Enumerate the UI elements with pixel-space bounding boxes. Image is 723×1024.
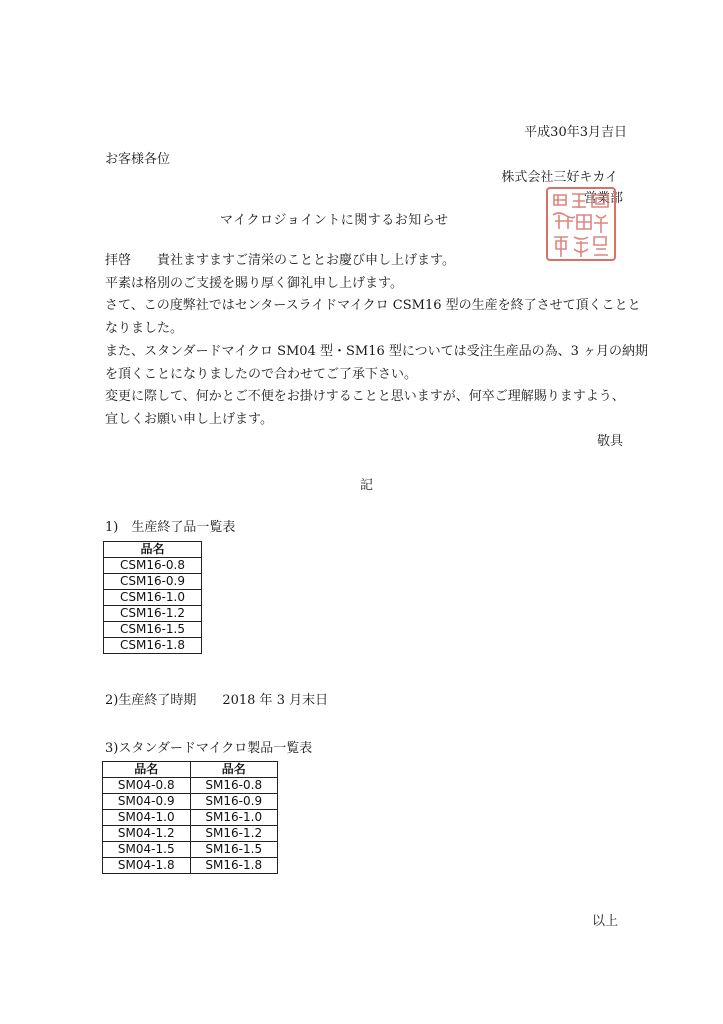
table-cell: CSM16-1.5	[104, 622, 202, 638]
table-row	[104, 606, 202, 622]
body-line: 拝啓 貴社ますますご清栄のこととお慶び申し上げます。	[105, 253, 455, 268]
section2-value: 2018 年 3 月末日	[222, 693, 329, 708]
table-row	[104, 558, 202, 574]
table-cell: SM16-0.9	[190, 794, 278, 810]
body-line: また、スタンダードマイクロ SM04 型・SM16 型については受注生産品の為、3 ヶ月の納期	[105, 343, 649, 359]
table-cell: SM04-0.9	[103, 794, 191, 810]
table-cell: CSM16-1.0	[104, 590, 202, 606]
standard-products-table	[102, 761, 278, 874]
section1-heading: 1) 生産終了品一覧表	[105, 520, 236, 535]
table-row	[103, 778, 278, 794]
section2-line	[105, 689, 328, 708]
body-line: なりました。	[105, 321, 184, 337]
body-line: 平素は格別のご支援を賜り厚く御礼申し上げます。	[105, 275, 403, 291]
ki-heading: 記	[360, 478, 374, 493]
table-row	[103, 858, 278, 874]
table-row	[104, 622, 202, 638]
table-cell: SM16-1.0	[190, 810, 278, 826]
table-cell: CSM16-1.2	[104, 606, 202, 622]
table-row	[103, 826, 278, 842]
table-cell: SM04-1.5	[103, 842, 191, 858]
section2-heading: 2)生産終了時期	[105, 693, 197, 708]
table-header: 品名	[103, 762, 191, 778]
table-row	[104, 590, 202, 606]
table-header: 品名	[104, 542, 202, 558]
body-line: 変更に際して、何かとご不便をお掛けすることと思いますが、何卒ご理解賜りますよう、	[105, 389, 625, 405]
table-row	[104, 638, 202, 654]
table-cell: SM04-1.8	[103, 858, 191, 874]
table-cell: SM16-1.2	[190, 826, 278, 842]
table-header: 品名	[190, 762, 278, 778]
table-row	[103, 842, 278, 858]
table-row	[104, 574, 202, 590]
table-cell: CSM16-0.9	[104, 574, 202, 590]
table-row	[103, 794, 278, 810]
issue-date: 平成30年3月吉日	[524, 125, 627, 140]
table-cell: SM04-1.0	[103, 810, 191, 826]
table-row	[103, 810, 278, 826]
body-text	[105, 250, 649, 432]
body-line: 宜しくお願い申し上げます。	[105, 411, 273, 427]
table-cell: SM16-1.5	[190, 842, 278, 858]
addressee: お客様各位	[105, 152, 171, 167]
table-cell: CSM16-1.8	[104, 638, 202, 654]
company-name: 株式会社三好キカイ	[501, 170, 618, 185]
table-cell: SM04-1.2	[103, 826, 191, 842]
body-line: さて、この度弊社ではセンタースライドマイクロ CSM16 型の生産を終了させて頂くことと	[105, 298, 641, 314]
department-name: 営業部	[583, 191, 623, 206]
section3-heading: 3)スタンダードマイクロ製品一覧表	[105, 741, 313, 756]
table-cell: CSM16-0.8	[104, 558, 202, 574]
table-cell: SM04-0.8	[103, 778, 191, 794]
end-word: 以上	[591, 914, 618, 929]
table-cell: SM16-1.8	[190, 858, 278, 874]
table-cell: SM16-0.8	[190, 778, 278, 794]
body-line: を頂くことになりましたので合わせてご了承下さい。	[105, 366, 418, 382]
document-title: マイクロジョイントに関するお知らせ	[220, 213, 449, 228]
closing-word: 敬具	[596, 434, 623, 449]
discontinued-products-table	[103, 541, 202, 654]
